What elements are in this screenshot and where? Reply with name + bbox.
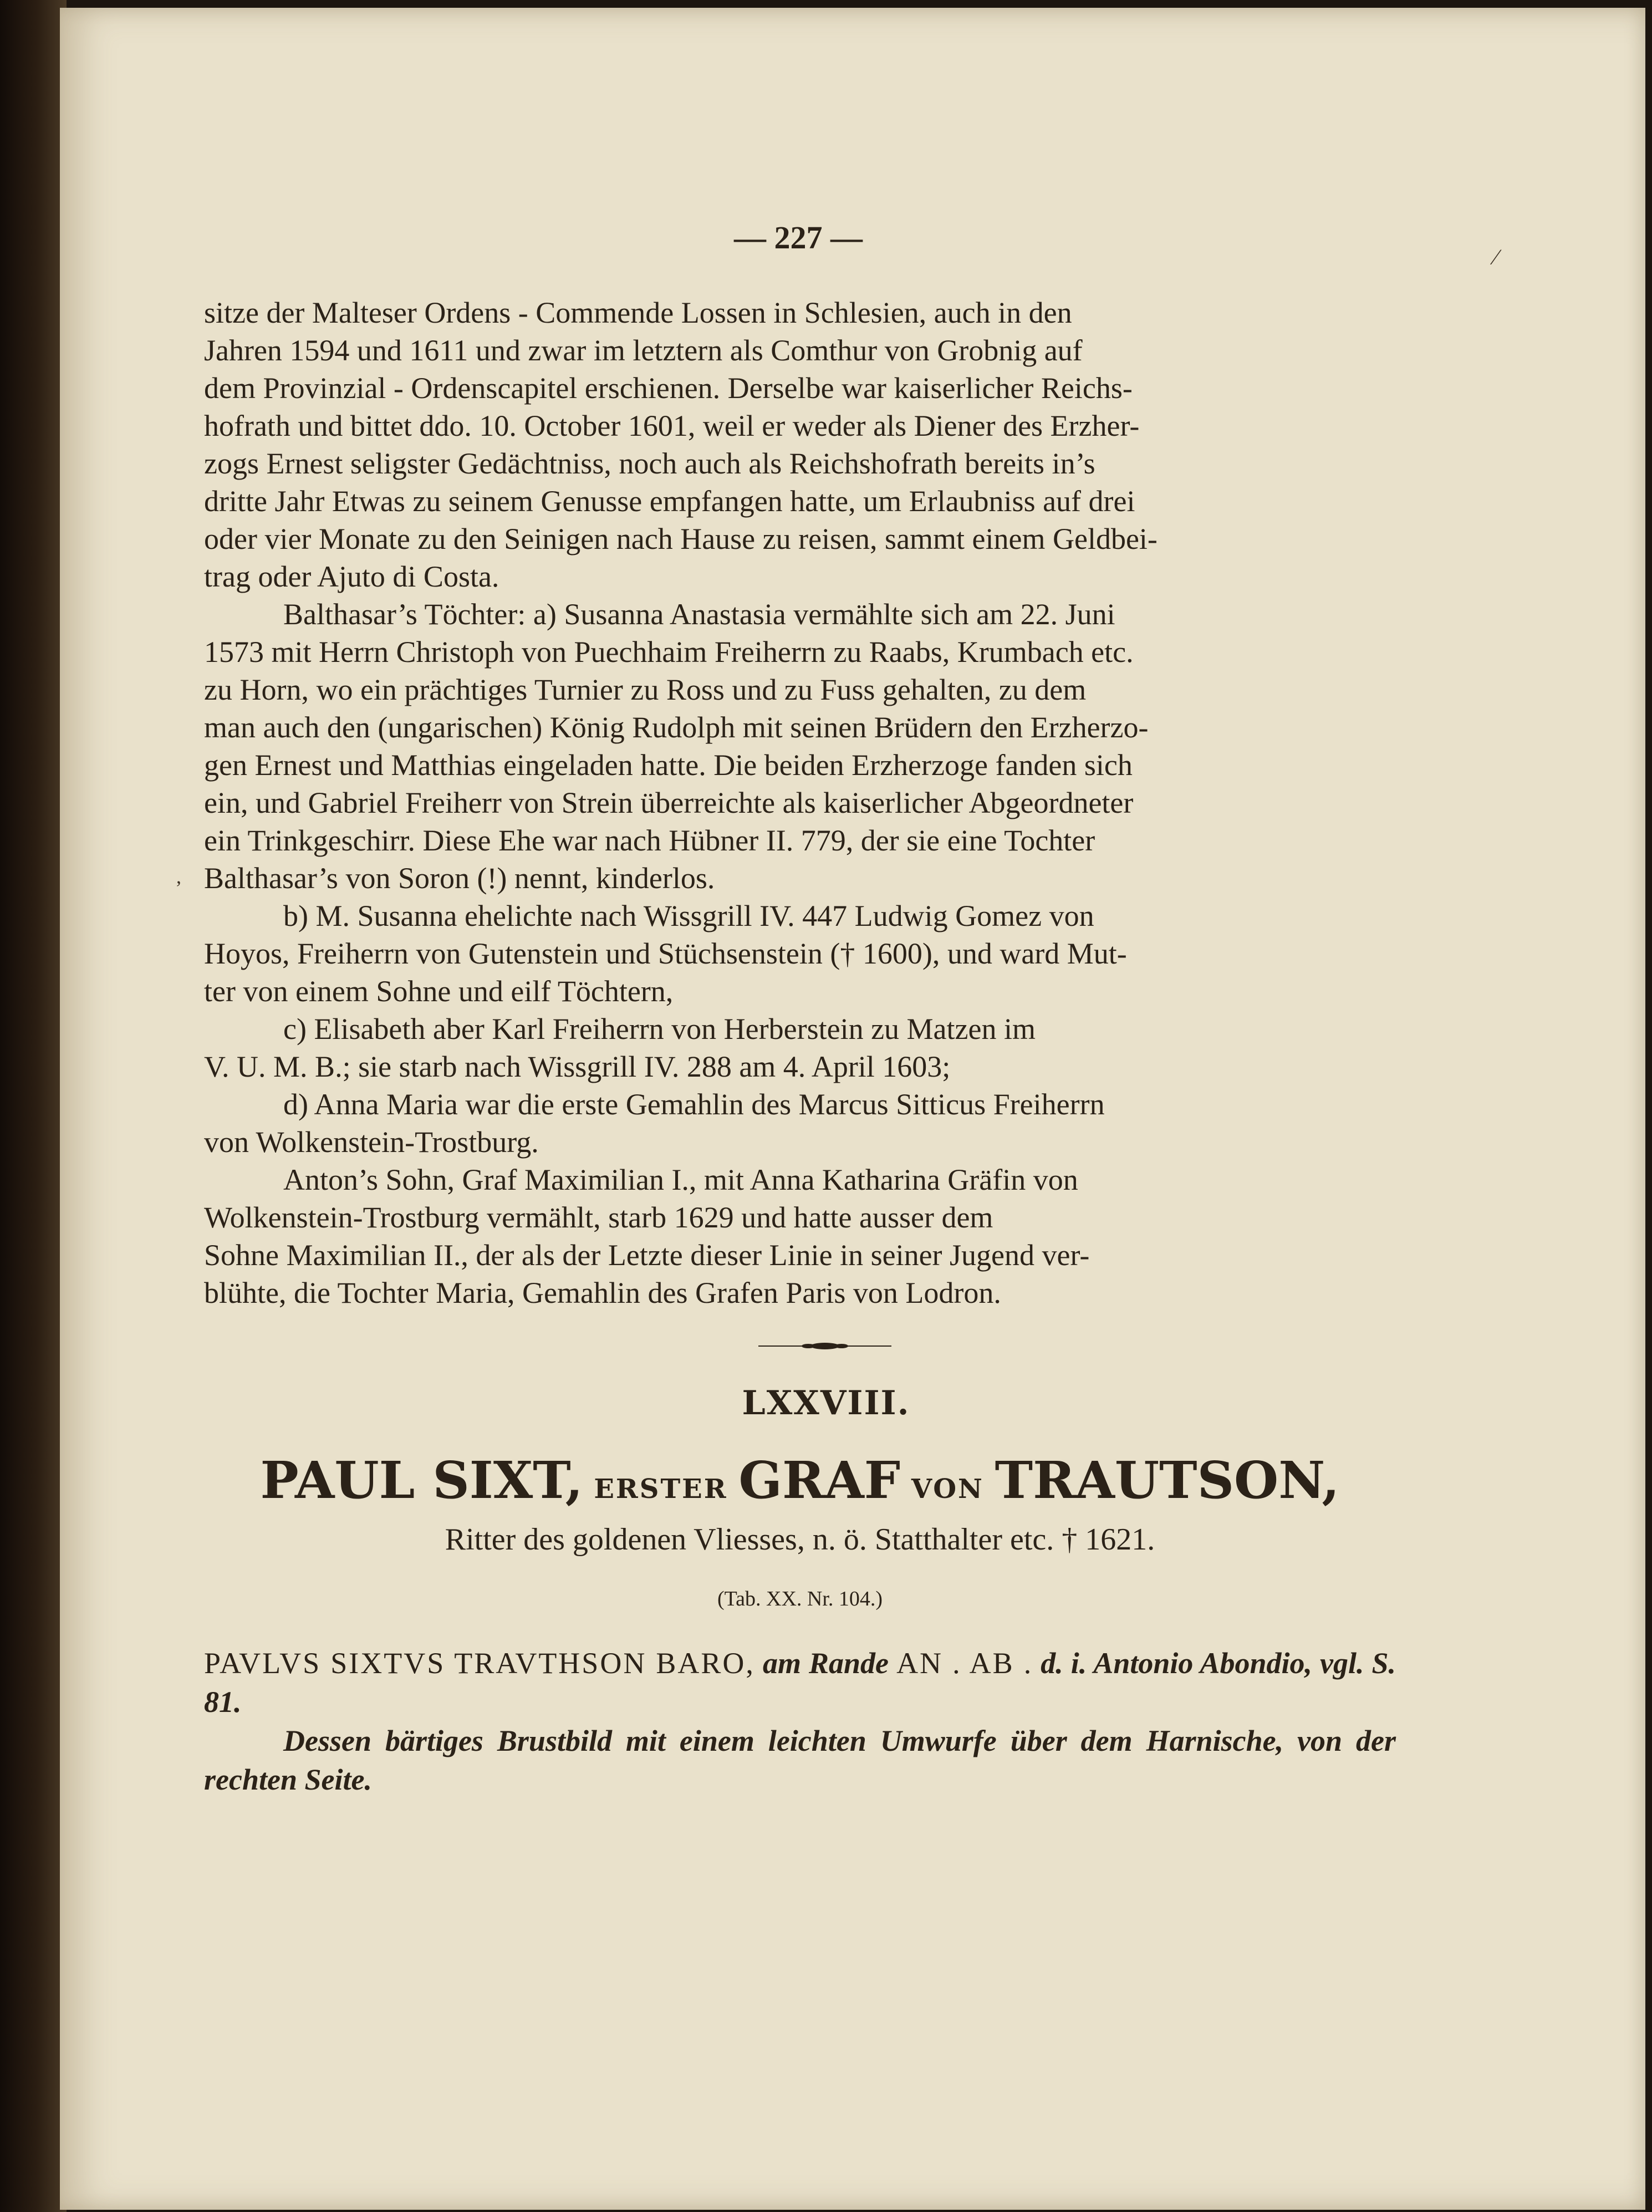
coin-legend: PAVLVS SIXTVS TRAVTHSON BARO,: [204, 1647, 755, 1680]
body-text: [204, 294, 1396, 1312]
paragraph-2: Balthasar’s Töchter: a) Susanna Anastasia vermählte sich am 22. Juni 1573 mit Herrn Christoph von Puechhaim Freiherrn zu Raabs, Krumbach etc. zu Horn, wo ein prächtiges Turnier zu Ross und zu Fuss gehalten, zu dem man auch den (ungarischen) König Rudolph mit seinen Brüdern den Erzherzo- gen Ernest und Matthias eingeladen hatte. Die beiden Erzherzoge fanden sich ein, und Gabriel Freiherr von Strein überreichte als kaiserlicher Abgeordneter ein Trinkgeschirr. Diese Ehe war nach Hübner II. 779, der sie eine Tochter Balthasar’s von Soron (!) nennt, kinderlos.: [204, 598, 1149, 895]
margin-mark: ,: [176, 865, 181, 888]
section-divider-ornament: [758, 1341, 891, 1352]
coin-description: [204, 1644, 1396, 1799]
plate-reference: (Tab. XX. Nr. 104.): [717, 1587, 883, 1610]
paragraph-3: b) M. Susanna ehelichte nach Wissgrill IV. 447 Ludwig Gomez von Hoyos, Freiherrn von Gutenstein und Stüchsenstein († 1600), und ward Mut- ter von einem Sohne und eilf Töchtern,: [204, 899, 1127, 1008]
paragraph-1: sitze der Malteser Ordens - Commende Lossen in Schlesien, auch in den Jahren 1594 und 1611 und zwar im letztern als Comthur von Grobnig auf dem Provinzial - Ordenscapitel erschienen. Derselbe war kaiserlicher Reichs- hofrath und bittet ddo. 10. October 1601, weil er weder als Diener des Erzher- zogs Ernest seligster Gedächtniss, noch auch als Reichshofrath bereits in’s dritte Jahr Etwas zu seinem Genusse empfangen hatte, um Erlaubniss auf drei oder vier Monate zu den Seinigen nach Hause zu reisen, sammt einem Geldbei- trag oder Ajuto di Costa.: [204, 296, 1158, 593]
section-title: PAUL SIXT, ERSTER GRAF VON TRAUTSON,: [260, 1450, 1340, 1510]
section-subtitle: Ritter des goldenen Vliesses, n. ö. Statthalter etc. † 1621.: [445, 1522, 1155, 1557]
rim-expansion: d. i. Antonio Abondio, vgl. S. 81.: [204, 1647, 1396, 1719]
paragraph-5: d) Anna Maria war die erste Gemahlin des Marcus Sitticus Freiherrn von Wolkenstein-Trostburg.: [204, 1088, 1105, 1159]
paragraph-4: c) Elisabeth aber Karl Freiherrn von Herberstein zu Matzen im V. U. M. B.; sie starb nach Wissgrill IV. 288 am 4. April 1603;: [204, 1012, 1036, 1083]
coin-portrait-description: Dessen bärtiges Brustbild mit einem leichten Umwurfe über dem Harnische, von der rechten Seite.: [204, 1724, 1396, 1796]
section-number: LXXVIII.: [742, 1384, 910, 1423]
rim-intro: am Rande: [762, 1647, 889, 1680]
rim-text: AN . AB .: [896, 1647, 1033, 1680]
paragraph-6: Anton’s Sohn, Graf Maximilian I., mit Anna Katharina Gräfin von Wolkenstein-Trostburg vermählt, starb 1629 und hatte ausser dem Sohne Maximilian II., der als der Letzte dieser Linie in seiner Jugend ver- blühte, die Tochter Maria, Gemahlin des Grafen Paris von Lodron.: [204, 1163, 1090, 1309]
page-number: — 227 —: [734, 220, 863, 256]
margin-mark: ⁄: [1494, 244, 1498, 269]
book-binding: [0, 0, 67, 2212]
